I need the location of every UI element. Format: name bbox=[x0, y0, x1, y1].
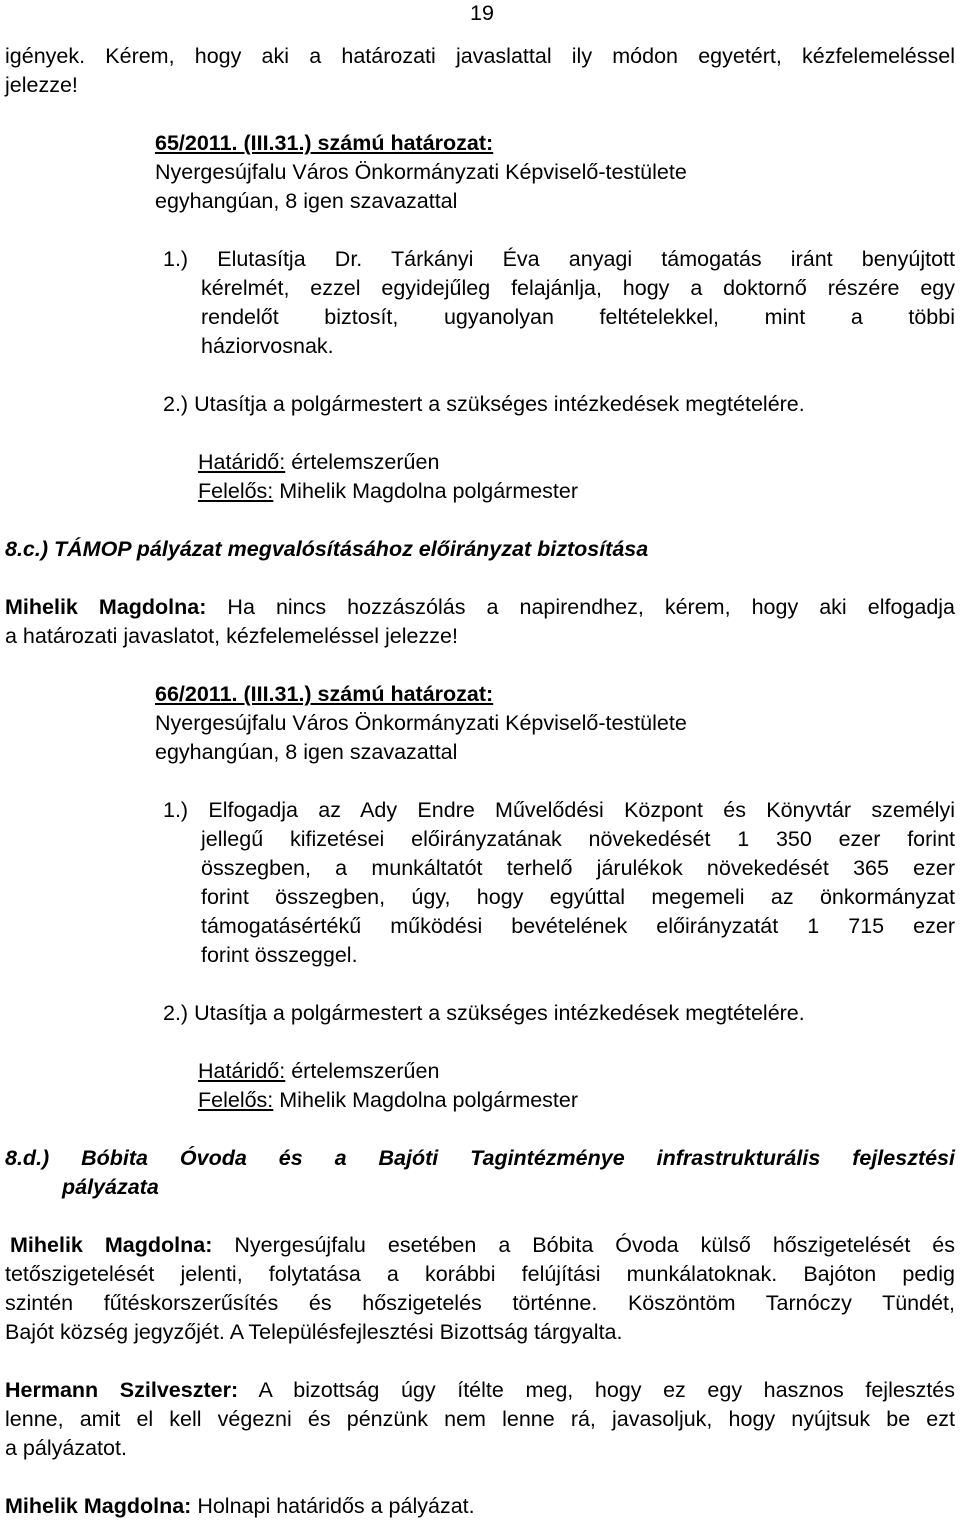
resolution-65-responsible bbox=[198, 477, 578, 506]
resolution-66-body: Nyergesújfalu Város Önkormányzati Képviselő-testülete bbox=[155, 711, 687, 735]
resolution-66-item1-line-3: összegben, a munkáltatót terhelő járulékok növekedését 365 ezer bbox=[201, 856, 955, 880]
resolution-65-title: 65/2011. (III.31.) számú határozat: bbox=[155, 131, 494, 155]
section-8d-para2-line-3: a pályázatot. bbox=[5, 1436, 127, 1460]
resolution-66-item1-line-1: 1.) Elfogadja az Ady Endre Művelődési Központ és Könyvtár személyi bbox=[163, 798, 955, 822]
speaker-name: Mihelik Magdolna: bbox=[5, 1494, 192, 1518]
resolution-66-title: 66/2011. (III.31.) számú határozat: bbox=[155, 682, 494, 706]
resolution-65-item1-line-2: kérelmét, ezzel egyidejűleg felajánlja, hogy a doktornő részére egy bbox=[201, 276, 955, 300]
resolution-65-item1-line-1: 1.) Elutasítja Dr. Tárkányi Éva anyagi támogatás iránt benyújtott bbox=[163, 247, 955, 271]
section-8d-para2-line-2: lenne, amit el kell végezni és pénzünk nem lenne rá, javasoljuk, hogy nyújtsuk be ezt bbox=[5, 1407, 955, 1431]
section-8c-line-1 bbox=[5, 593, 955, 622]
resolution-65-item1-line-4: háziorvosnak. bbox=[201, 334, 334, 358]
resolution-65-body: Nyergesújfalu Város Önkormányzati Képviselő-testülete bbox=[155, 160, 687, 184]
deadline-label: Határidő: bbox=[198, 1059, 286, 1083]
resolution-66-responsible bbox=[198, 1086, 578, 1115]
speech-text: Holnapi határidős a pályázat. bbox=[191, 1494, 475, 1518]
section-8d-heading-line-1: 8.d.) Bóbita Óvoda és a Bajóti Tagintézménye infrastrukturális fejlesztési bbox=[5, 1146, 955, 1170]
speech-text: A bizottság úgy ítélte meg, hogy ez egy hasznos fejlesztés bbox=[238, 1378, 955, 1402]
section-8d-para1-line-2: tetőszigetelését jelenti, folytatása a korábbi felújítási munkálatoknak. Bajóton pedig bbox=[5, 1262, 955, 1286]
resolution-65-deadline bbox=[198, 448, 439, 477]
section-8d-para1-line-4: Bajót község jegyzőjét. A Településfejlesztési Bizottság tárgyalta. bbox=[5, 1320, 623, 1344]
resolution-66-item1-line-5: támogatásértékű működési bevételének előirányzatát 1 715 ezer bbox=[201, 914, 955, 938]
section-8d-para2-line-1 bbox=[5, 1376, 955, 1405]
deadline-value: értelemszerűen bbox=[285, 1059, 440, 1083]
resolution-66-item1-line-4: forint összegben, úgy, hogy egyúttal megemeli az önkormányzat bbox=[201, 885, 955, 909]
responsible-value: Mihelik Magdolna polgármester bbox=[273, 479, 579, 503]
section-8c-heading: 8.c.) TÁMOP pályázat megvalósításához előirányzat biztosítása bbox=[5, 537, 649, 561]
deadline-label: Határidő: bbox=[198, 450, 286, 474]
resolution-66-item1-line-6: forint összeggel. bbox=[201, 943, 358, 967]
speech-text: Nyergesújfalu esetében a Bóbita Óvoda külső hőszigetelését és bbox=[212, 1233, 956, 1257]
deadline-value: értelemszerűen bbox=[285, 450, 440, 474]
intro-line-2: jelezze! bbox=[5, 73, 78, 97]
section-8c-line-2: a határozati javaslatot, kézfelemeléssel jelezze! bbox=[5, 624, 458, 648]
section-8d-para1-line-1 bbox=[10, 1231, 955, 1260]
intro-line-1: igények. Kérem, hogy aki a határozati javaslattal ily módon egyetért, kézfelemeléssel bbox=[5, 44, 955, 68]
responsible-label: Felelős: bbox=[198, 1088, 274, 1112]
section-8d-para3-line-1 bbox=[5, 1492, 475, 1521]
responsible-value: Mihelik Magdolna polgármester bbox=[273, 1088, 579, 1112]
speaker-name: Hermann Szilveszter: bbox=[5, 1378, 239, 1402]
page-number: 19 bbox=[470, 1, 494, 25]
resolution-65-item2: 2.) Utasítja a polgármestert a szükséges intézkedések megtételére. bbox=[163, 392, 805, 416]
responsible-label: Felelős: bbox=[198, 479, 274, 503]
resolution-66-item2: 2.) Utasítja a polgármestert a szükséges intézkedések megtételére. bbox=[163, 1001, 805, 1025]
speech-text: Ha nincs hozzászólás a napirendhez, kérem, hogy aki elfogadja bbox=[206, 595, 956, 619]
resolution-66-deadline bbox=[198, 1057, 439, 1086]
section-8d-para1-line-3: szintén fűtéskorszerűsítés és hőszigetelés történne. Köszöntöm Tarnóczy Tündét, bbox=[5, 1291, 955, 1315]
resolution-66-item1-line-2: jellegű kifizetései előirányzatának növekedését 1 350 ezer forint bbox=[201, 827, 955, 851]
resolution-66-vote: egyhangúan, 8 igen szavazattal bbox=[155, 740, 458, 764]
resolution-65-item1-line-3: rendelőt biztosít, ugyanolyan feltételekkel, mint a többi bbox=[201, 305, 955, 329]
resolution-65-vote: egyhangúan, 8 igen szavazattal bbox=[155, 189, 458, 213]
speaker-name: Mihelik Magdolna: bbox=[10, 1233, 213, 1257]
speaker-name: Mihelik Magdolna: bbox=[5, 595, 207, 619]
section-8d-heading-line-2: pályázata bbox=[62, 1175, 159, 1199]
